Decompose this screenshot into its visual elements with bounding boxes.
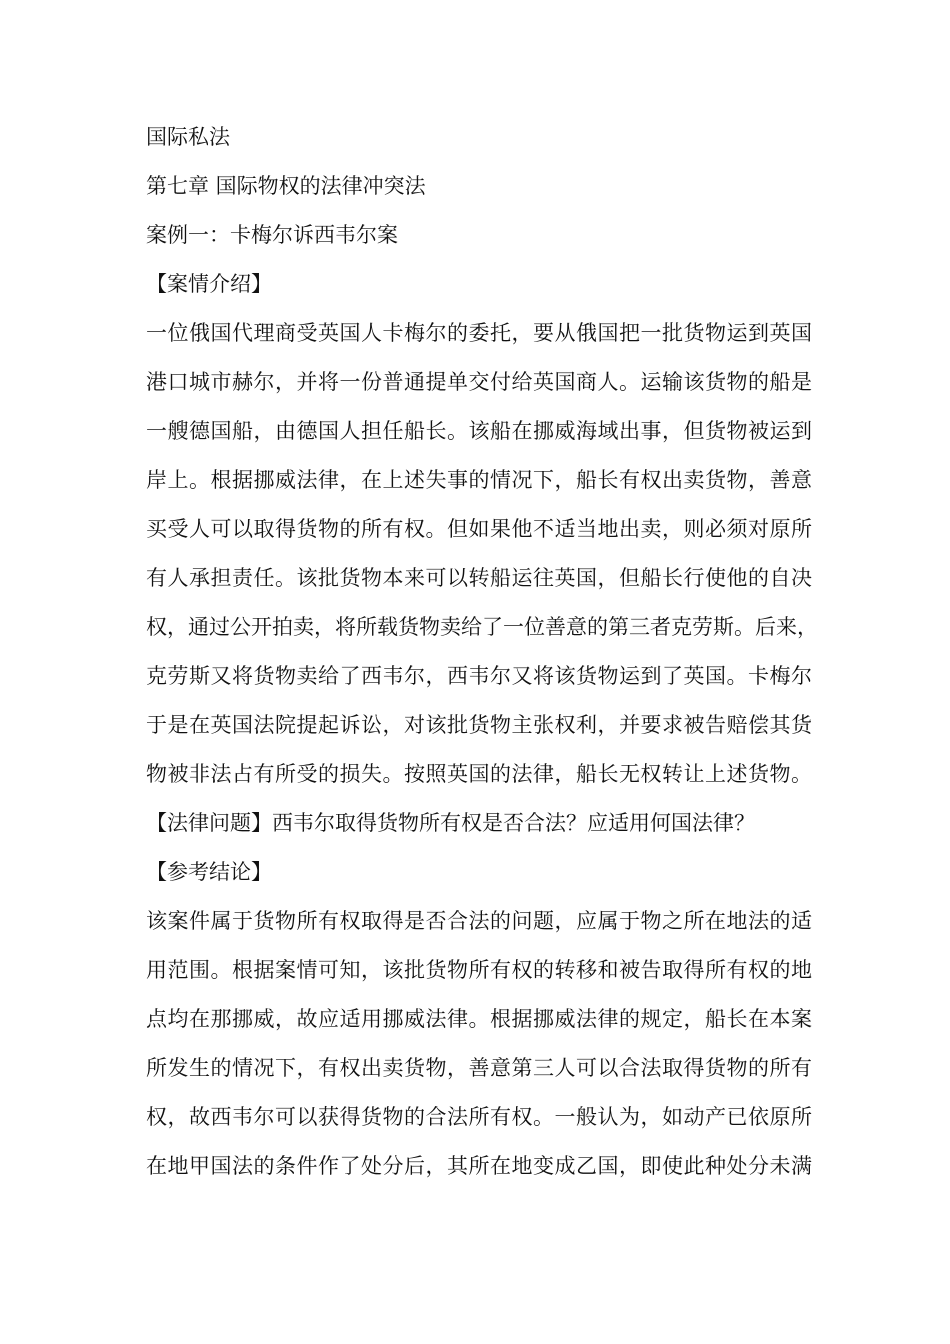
section-heading-intro: 【案情介绍】: [146, 272, 272, 296]
intro-line: 一位俄国代理商受英国人卡梅尔的委托，要从俄国把一批货物运到英国: [146, 321, 812, 345]
intro-line: 物被非法占有所受的损失。按照英国的法律，船长无权转让上述货物。: [146, 762, 812, 786]
chapter-heading: 第七章 国际物权的法律冲突法: [146, 174, 426, 198]
intro-line: 岸上。根据挪威法律，在上述失事的情况下，船长有权出卖货物，善意: [146, 468, 812, 492]
conclusion-line: 该案件属于货物所有权取得是否合法的问题，应属于物之所在地法的适: [146, 909, 812, 933]
intro-line: 一艘德国船，由德国人担任船长。该船在挪威海域出事，但货物被运到: [146, 419, 812, 443]
conclusion-line: 用范围。根据案情可知，该批货物所有权的转移和被告取得所有权的地: [146, 958, 812, 982]
intro-line: 买受人可以取得货物的所有权。但如果他不适当地出卖，则必须对原所: [146, 517, 812, 541]
intro-line: 权，通过公开拍卖，将所载货物卖给了一位善意的第三者克劳斯。后来，: [146, 615, 818, 639]
document-page: [146, 113, 818, 1191]
conclusion-line: 在地甲国法的条件作了处分后，其所在地变成乙国，即使此种处分未满: [146, 1154, 812, 1178]
conclusion-line: 点均在那挪威，故应适用挪威法律。根据挪威法律的规定，船长在本案: [146, 1007, 812, 1031]
intro-line: 于是在英国法院提起诉讼，对该批货物主张权利，并要求被告赔偿其货: [146, 713, 812, 737]
conclusion-line: 权，故西韦尔可以获得货物的合法所有权。一般认为，如动产已依原所: [146, 1105, 812, 1129]
intro-line: 有人承担责任。该批货物本来可以转船运往英国，但船长行使他的自决: [146, 566, 812, 590]
intro-line: 克劳斯又将货物卖给了西韦尔，西韦尔又将该货物运到了英国。卡梅尔: [146, 664, 812, 688]
document-title: 国际私法: [146, 125, 230, 149]
intro-line: 港口城市赫尔，并将一份普通提单交付给英国商人。运输该货物的船是: [146, 370, 812, 394]
conclusion-line: 所发生的情况下，有权出卖货物，善意第三人可以合法取得货物的所有: [146, 1056, 812, 1080]
section-heading-conclusion: 【参考结论】: [146, 860, 272, 884]
case-title: 案例一：卡梅尔诉西韦尔案: [146, 223, 398, 247]
legal-question: 【法律问题】西韦尔取得货物所有权是否合法？应适用何国法律？: [146, 811, 755, 835]
